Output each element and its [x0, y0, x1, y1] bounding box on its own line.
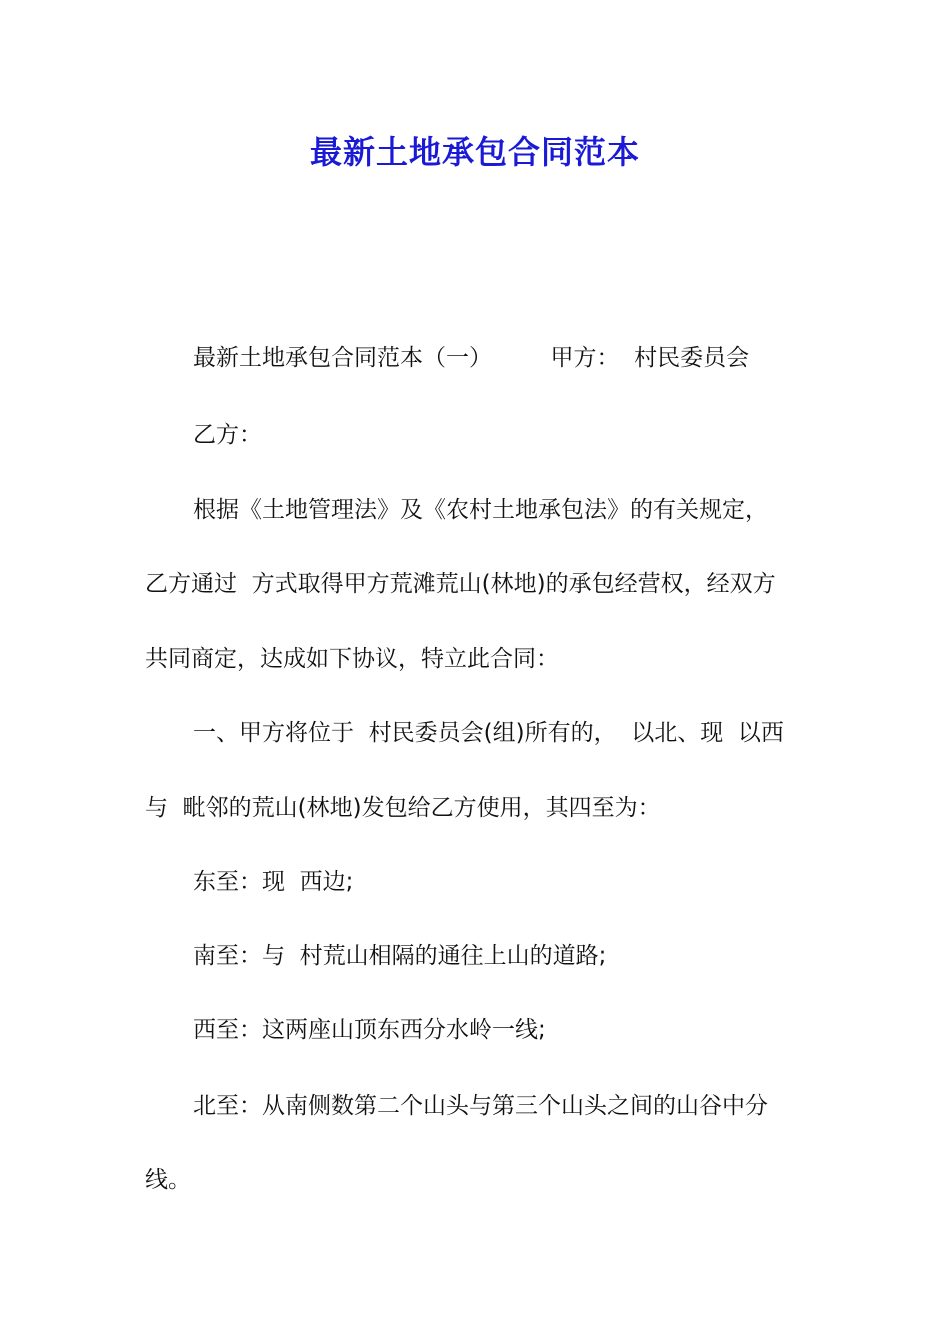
clause-one-line: 与 毗邻的荒山(林地)发包给乙方使用，其四至为：: [145, 795, 661, 821]
document-title: 最新土地承包合同范本: [309, 133, 640, 171]
paragraph-line: 乙方通过 方式取得甲方荒滩荒山(林地)的承包经营权，经双方: [145, 571, 776, 597]
clause-one-line: 一、甲方将位于 村民委员会(组)所有的， 以北、现 以西: [193, 720, 784, 746]
boundary-south: 南至：与 村荒山相隔的通往上山的道路;: [193, 943, 607, 969]
paragraph-line: 共同商定，达成如下协议，特立此合同：: [145, 646, 559, 672]
boundary-north-end: 线。: [145, 1167, 191, 1193]
boundary-west: 西至：这两座山顶东西分水岭一线;: [193, 1017, 546, 1043]
contract-heading-party-a: 最新土地承包合同范本（一） 甲方： 村民委员会: [193, 345, 750, 371]
boundary-north: 北至：从南侧数第二个山头与第三个山头之间的山谷中分: [193, 1093, 768, 1119]
party-b-line: 乙方：: [193, 422, 262, 448]
boundary-east: 东至：现 西边;: [193, 869, 354, 895]
paragraph-line: 根据《土地管理法》及《农村土地承包法》的有关规定，: [193, 497, 768, 523]
